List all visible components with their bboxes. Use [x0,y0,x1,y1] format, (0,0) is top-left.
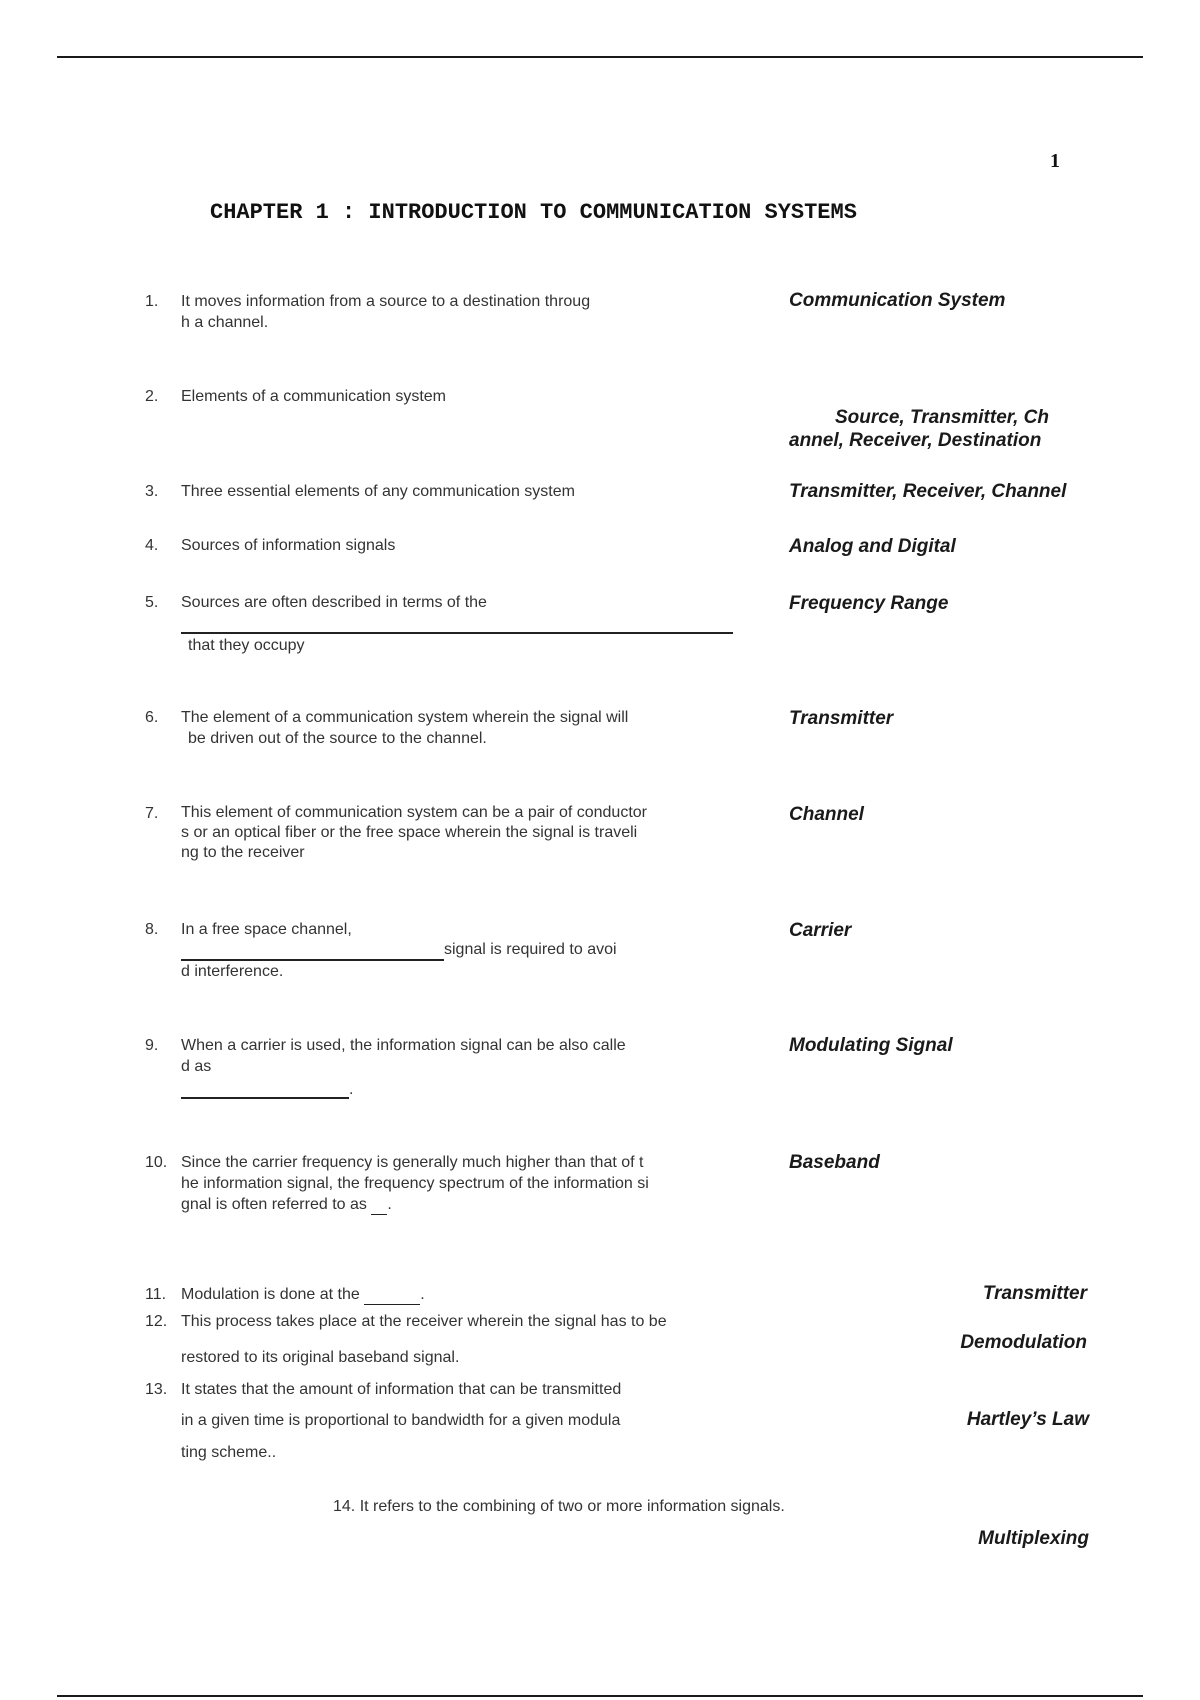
item-number: 9. [145,1037,159,1054]
answer-text: Carrier [789,920,852,941]
answer-text: Transmitter [982,1283,1087,1304]
item-number: 8. [145,921,159,938]
answer-text: Modulating Signal [789,1035,953,1056]
answer-text: Frequency Range [789,593,949,614]
question-text: In a free space channel, [181,921,352,938]
answer-blank [364,1288,420,1305]
answer-blank [181,1097,349,1099]
answer-text: Channel [789,804,864,825]
answer-text: Hartley’s Law [966,1409,1089,1430]
question-text: It states that the amount of information that can be transmitted in a given time is proportional to bandwidth for a given modula ting scheme.. [181,1381,622,1461]
answer-text: Transmitter, Receiver, Channel [789,481,1067,502]
answer-text: Multiplexing [978,1528,1089,1549]
question-text: This process takes place at the receiver wherein the signal has to be restored to its original baseband signal. [181,1313,667,1366]
item-number: 2. [145,388,159,405]
item-number: 13. [145,1381,168,1398]
bottom-rule [57,1695,1143,1697]
question-text: Sources are often described in terms of the [181,594,487,611]
page-number: 1 [1050,150,1060,172]
answer-text: Transmitter [789,708,894,729]
question-text-continued: that they occupy [188,637,305,654]
answer-text: Communication System [789,290,1006,311]
answer-blank [181,632,733,634]
answer-text: Analog and Digital [789,536,956,557]
question-text: 14. It refers to the combining of two or more information signals. [333,1498,785,1515]
question-text: It moves information from a source to a destination throug h a channel. [181,293,591,331]
item-number: 5. [145,594,159,611]
item-number: 1. [145,293,159,310]
item-number: 11. [145,1286,167,1303]
top-rule [57,56,1143,58]
item-number: 6. [145,709,159,726]
answer-text: Demodulation [960,1332,1087,1353]
question-text: Three essential elements of any communication system [181,483,575,500]
item-number: 10. [145,1154,168,1171]
question-text: This element of communication system can be a pair of conductor s or an optical fiber or the free space wherein the signal is traveli ng to the receiver [181,804,647,861]
answer-blank [371,1198,387,1215]
question-text: Sources of information signals [181,537,396,554]
question-text: When a carrier is used, the information signal can be also calle d as [181,1037,626,1075]
question-text: Since the carrier frequency is generally much higher than that of t he information signal, the frequency spectrum of the information si gnal is often referred to as . [181,1154,649,1213]
answer-text: Baseband [789,1152,880,1173]
item-number: 3. [145,483,159,500]
question-text: The element of a communication system wherein the signal will be driven out of the source to the channel. [181,709,629,747]
question-text: Modulation is done at the . [181,1286,425,1303]
question-text-continued: d interference. [181,963,284,980]
item-number: 14. [333,1498,356,1515]
answer-text: Source, Transmitter, Ch annel, Receiver, Destination [789,407,1049,451]
question-text-continued: signal is required to avoi [444,941,617,958]
question-text: Elements of a communication system [181,388,446,405]
item-number: 12. [145,1313,168,1330]
chapter-title: CHAPTER 1 : INTRODUCTION TO COMMUNICATION SYSTEMS [210,200,857,225]
item-number: 7. [145,805,159,822]
question-text-continued: . [349,1081,354,1098]
item-number: 4. [145,537,159,554]
